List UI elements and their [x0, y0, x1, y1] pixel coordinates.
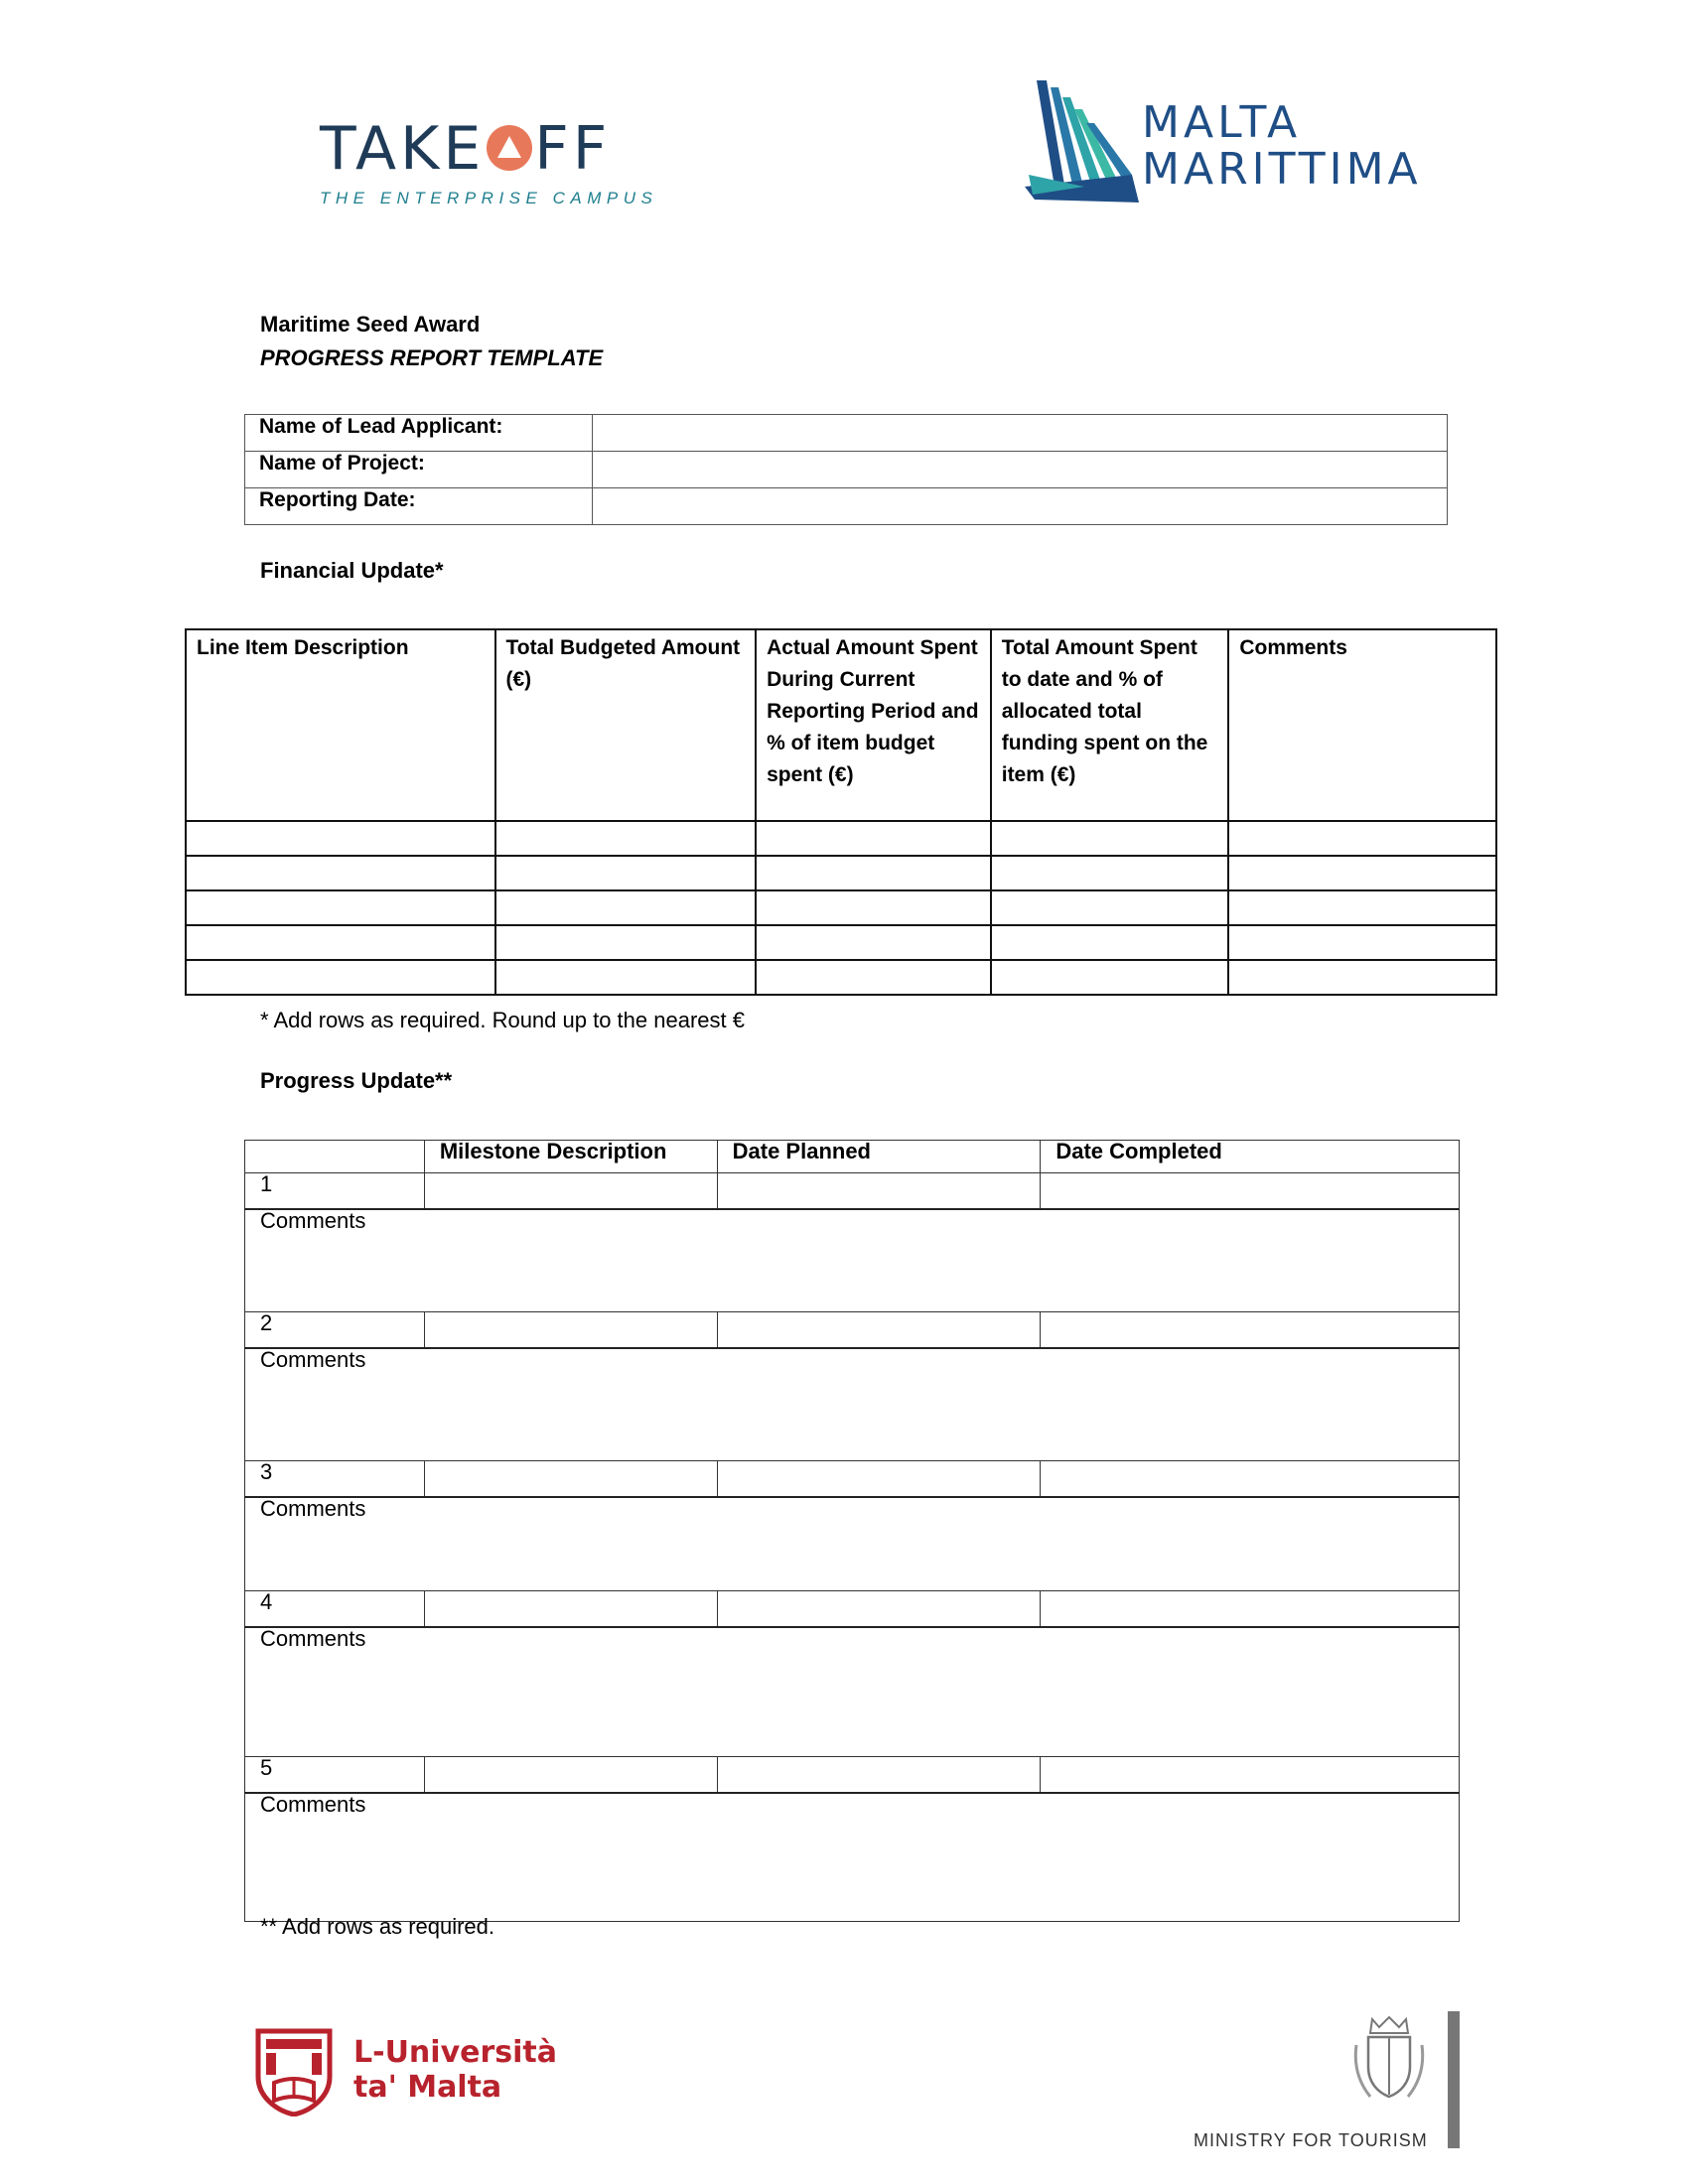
info-label: Reporting Date: [245, 488, 593, 525]
financial-col-header: Comments [1228, 629, 1496, 821]
financial-cell[interactable] [495, 960, 757, 995]
financial-cell[interactable] [186, 856, 495, 890]
milestone-description-cell[interactable] [424, 1173, 717, 1210]
comments-cell[interactable] [245, 1497, 1460, 1591]
comments-cell[interactable] [245, 1348, 1460, 1461]
university-wordmark [353, 2035, 557, 2105]
comments-row [245, 1209, 1460, 1312]
milestone-number: 3 [245, 1461, 425, 1498]
date-completed-cell[interactable] [1041, 1461, 1460, 1498]
financial-cell[interactable] [991, 856, 1229, 890]
financial-table [185, 628, 1497, 996]
financial-cell[interactable] [495, 856, 757, 890]
info-row [245, 452, 1448, 488]
project-name-field[interactable] [592, 452, 1447, 488]
takeoff-tagline: THE ENTERPRISE CAMPUS [320, 189, 658, 207]
progress-col-header: Milestone Description [424, 1141, 717, 1173]
progress-table [244, 1140, 1460, 1922]
financial-cell[interactable] [756, 856, 991, 890]
comments-row [245, 1793, 1460, 1922]
comments-row [245, 1497, 1460, 1591]
financial-cell[interactable] [991, 890, 1229, 925]
financial-cell[interactable] [756, 960, 991, 995]
malta-maritima-line2: MARITTIMA [1142, 144, 1422, 195]
progress-update-heading: Progress Update** [260, 1068, 453, 1093]
milestone-row [245, 1757, 1460, 1794]
financial-note: * Add rows as required. Round up to the nearest € [260, 1008, 745, 1032]
milestone-row [245, 1461, 1460, 1498]
takeoff-circle-icon [487, 125, 532, 171]
table-row [186, 890, 1496, 925]
page-subtitle: PROGRESS REPORT TEMPLATE [260, 345, 604, 370]
malta-coat-of-arms-icon [1352, 2015, 1426, 2105]
table-row [186, 821, 1496, 856]
financial-cell[interactable] [186, 960, 495, 995]
milestone-number: 1 [245, 1173, 425, 1210]
ministry-label: MINISTRY FOR TOURISM [1194, 2130, 1428, 2150]
malta-maritima-sail-icon [1025, 75, 1144, 205]
financial-header-row [186, 629, 1496, 821]
progress-col-header: Date Planned [717, 1141, 1041, 1173]
date-completed-cell[interactable] [1041, 1173, 1460, 1210]
date-completed-cell[interactable] [1041, 1312, 1460, 1349]
comments-row [245, 1348, 1460, 1461]
date-planned-cell[interactable] [717, 1173, 1041, 1210]
milestone-description-cell[interactable] [424, 1757, 717, 1794]
page-title: Maritime Seed Award [260, 312, 481, 337]
takeoff-wordmark-suffix: FF [534, 114, 612, 184]
comments-label: Comments [260, 1347, 366, 1372]
financial-cell[interactable] [495, 821, 757, 856]
financial-cell[interactable] [756, 821, 991, 856]
financial-col-header: Total Amount Spent to date and % of allocated total funding spent on the item (€) [991, 629, 1229, 821]
table-row [186, 856, 1496, 890]
takeoff-wordmark-prefix: TAKE [320, 114, 486, 184]
comments-label: Comments [260, 1496, 366, 1521]
progress-note: ** Add rows as required. [260, 1914, 495, 1939]
milestone-row [245, 1591, 1460, 1628]
milestone-description-cell[interactable] [424, 1461, 717, 1498]
info-label: Name of Project: [245, 452, 593, 488]
university-logo [252, 2025, 336, 2121]
milestone-row [245, 1312, 1460, 1349]
comments-label: Comments [260, 1208, 366, 1233]
financial-cell[interactable] [756, 925, 991, 960]
ministry-logo [1352, 2015, 1426, 2110]
financial-cell[interactable] [1228, 821, 1496, 856]
milestone-number: 4 [245, 1591, 425, 1628]
info-row [245, 415, 1448, 452]
progress-header-row [245, 1141, 1460, 1173]
milestone-row [245, 1173, 1460, 1210]
financial-cell[interactable] [495, 925, 757, 960]
progress-col-header: Date Completed [1041, 1141, 1460, 1173]
milestone-number: 5 [245, 1757, 425, 1794]
progress-col-header [245, 1141, 425, 1173]
comments-cell[interactable] [245, 1209, 1460, 1312]
table-row [186, 925, 1496, 960]
lead-applicant-field[interactable] [592, 415, 1447, 452]
milestone-number: 2 [245, 1312, 425, 1349]
date-planned-cell[interactable] [717, 1461, 1041, 1498]
date-planned-cell[interactable] [717, 1757, 1041, 1794]
date-planned-cell[interactable] [717, 1312, 1041, 1349]
financial-cell[interactable] [1228, 890, 1496, 925]
comments-cell[interactable] [245, 1627, 1460, 1757]
financial-cell[interactable] [186, 925, 495, 960]
financial-col-header: Total Budgeted Amount (€) [495, 629, 757, 821]
financial-cell[interactable] [186, 890, 495, 925]
financial-cell[interactable] [495, 890, 757, 925]
comments-row [245, 1627, 1460, 1757]
financial-col-header: Actual Amount Spent During Current Reporting Period and % of item budget spent (€) [756, 629, 991, 821]
info-label: Name of Lead Applicant: [245, 415, 593, 452]
takeoff-logo [320, 114, 658, 208]
university-line2: ta' Malta [353, 2070, 502, 2105]
financial-cell[interactable] [1228, 856, 1496, 890]
financial-cell[interactable] [991, 960, 1229, 995]
financial-cell[interactable] [186, 821, 495, 856]
financial-cell[interactable] [1228, 925, 1496, 960]
university-crest-icon [252, 2025, 336, 2116]
date-completed-cell[interactable] [1041, 1591, 1460, 1628]
financial-cell[interactable] [991, 821, 1229, 856]
reporting-date-field[interactable] [592, 488, 1447, 525]
malta-maritima-line1: MALTA [1142, 97, 1302, 148]
ministry-divider [1448, 2011, 1460, 2148]
university-line1: L-Università [353, 2035, 557, 2070]
applicant-info-table [244, 414, 1448, 525]
financial-cell[interactable] [991, 925, 1229, 960]
info-row [245, 488, 1448, 525]
table-row [186, 960, 1496, 995]
comments-label: Comments [260, 1626, 366, 1651]
financial-update-heading: Financial Update* [260, 558, 444, 583]
financial-col-header: Line Item Description [186, 629, 495, 821]
financial-cell[interactable] [1228, 960, 1496, 995]
financial-cell[interactable] [756, 890, 991, 925]
date-completed-cell[interactable] [1041, 1757, 1460, 1794]
date-planned-cell[interactable] [717, 1591, 1041, 1628]
milestone-description-cell[interactable] [424, 1591, 717, 1628]
comments-label: Comments [260, 1792, 366, 1817]
malta-maritima-wordmark [1142, 99, 1422, 193]
malta-maritima-logo [1025, 75, 1144, 209]
milestone-description-cell[interactable] [424, 1312, 717, 1349]
comments-cell[interactable] [245, 1793, 1460, 1922]
